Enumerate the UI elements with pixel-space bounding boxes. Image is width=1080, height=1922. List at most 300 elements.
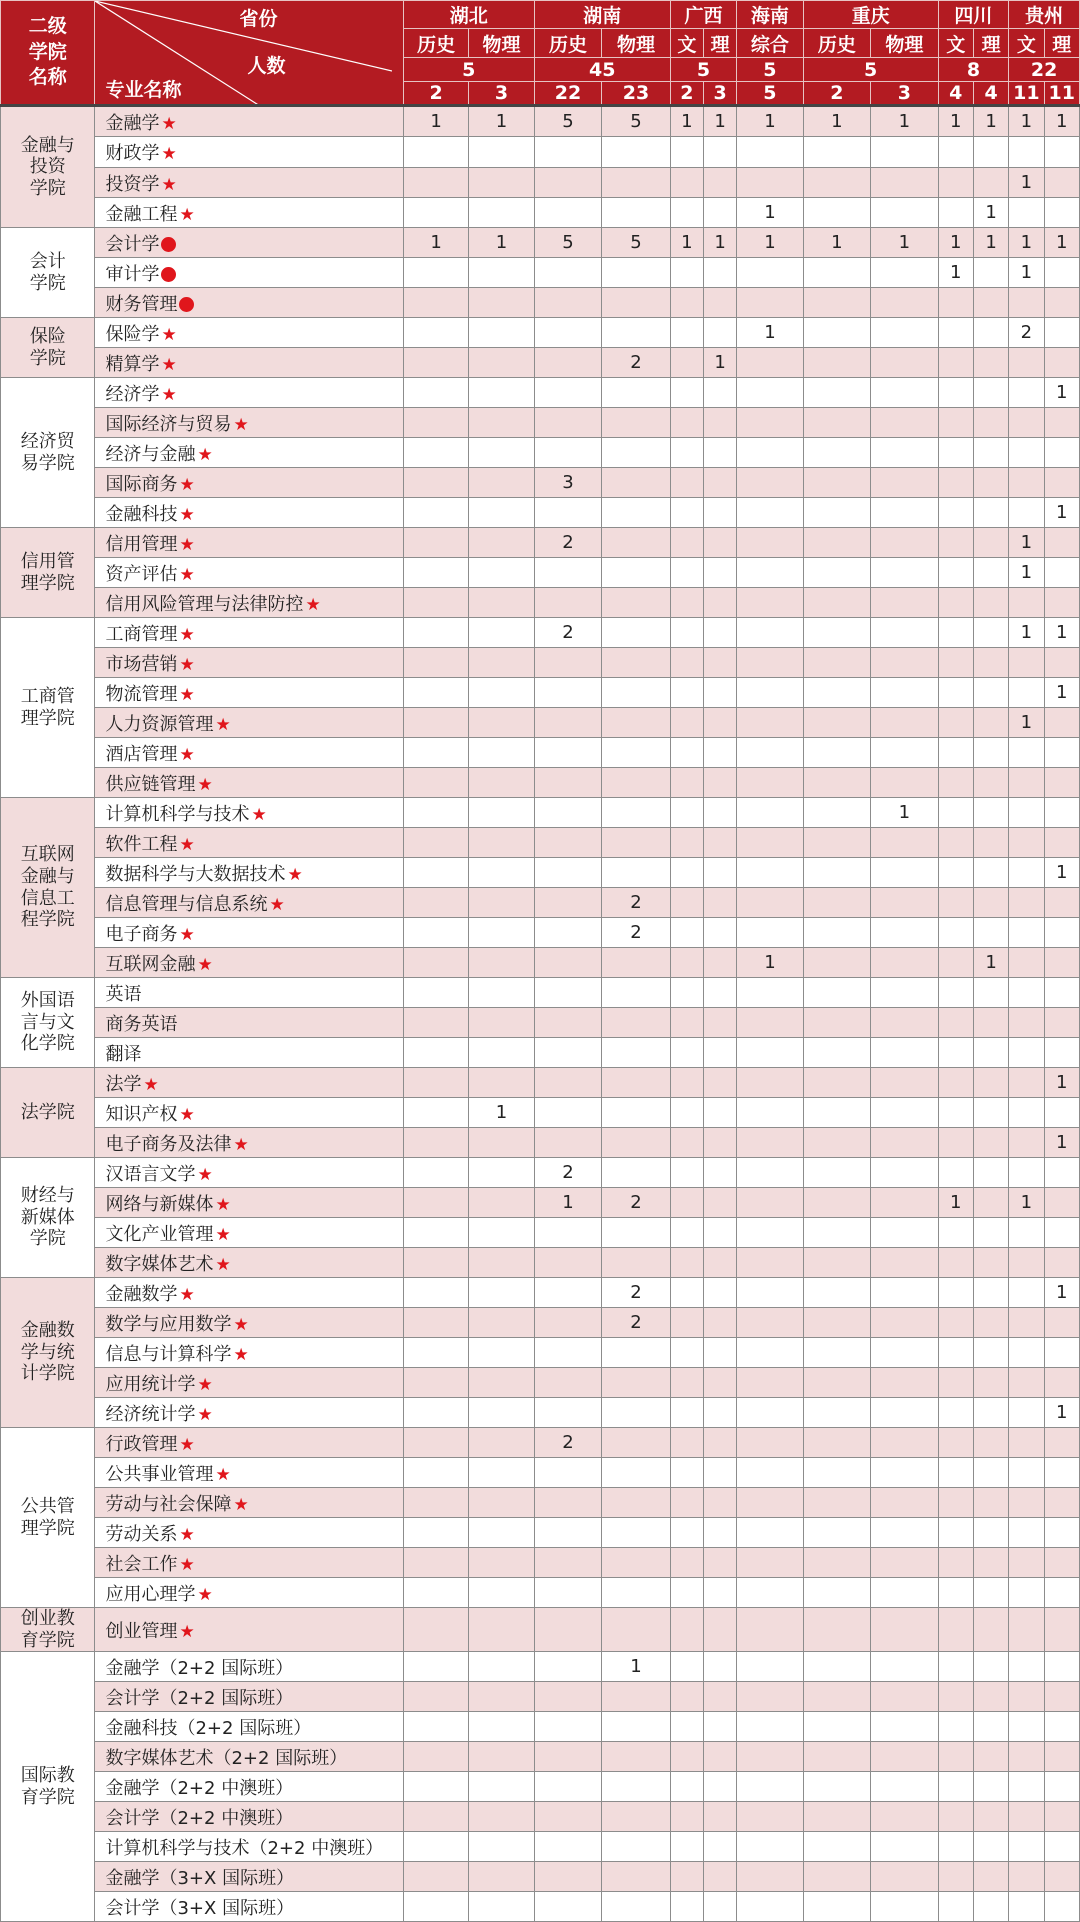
- major-name: 应用统计学: [105, 1373, 196, 1395]
- count-cell: [602, 438, 671, 468]
- count-cell: [703, 288, 736, 318]
- count-cell: [938, 618, 973, 648]
- count-cell: [803, 137, 870, 168]
- count-cell: [1044, 1608, 1079, 1652]
- count-cell: [1044, 318, 1079, 348]
- count-cell: [938, 1578, 973, 1608]
- count-cell: 2: [602, 918, 671, 948]
- count-cell: [737, 1578, 803, 1608]
- count-cell: [703, 1518, 736, 1548]
- count-cell: [1044, 1368, 1079, 1398]
- count-cell: [1044, 1862, 1079, 1892]
- count-cell: [871, 198, 939, 228]
- count-cell: [938, 858, 973, 888]
- count-cell: [403, 168, 468, 198]
- count-cell: [534, 137, 601, 168]
- major-name: 酒店管理: [105, 743, 178, 765]
- count-cell: [803, 1802, 870, 1832]
- count-cell: [403, 1158, 468, 1188]
- count-cell: [1044, 198, 1079, 228]
- count-cell: [1009, 948, 1044, 978]
- count-cell: [602, 1398, 671, 1428]
- count-cell: [803, 288, 870, 318]
- count-cell: [973, 1548, 1008, 1578]
- count-cell: [871, 528, 939, 558]
- count-cell: [469, 1518, 534, 1548]
- province-header: 湖北: [403, 1, 534, 29]
- province-header: 海南: [737, 1, 803, 29]
- major-name-cell: [95, 348, 403, 378]
- count-cell: [534, 1008, 601, 1038]
- star-icon: ★: [215, 1194, 231, 1215]
- count-cell: [602, 1608, 671, 1652]
- count-cell: [1009, 1772, 1044, 1802]
- major-name: 信息管理与信息系统: [105, 893, 268, 915]
- count-cell: [871, 348, 939, 378]
- count-cell: [803, 1338, 870, 1368]
- major-name-cell: [95, 1608, 403, 1652]
- count-cell: [703, 1278, 736, 1308]
- count-cell: [871, 1308, 939, 1338]
- count-cell: [469, 348, 534, 378]
- count-cell: [973, 768, 1008, 798]
- count-cell: [403, 378, 468, 408]
- track-header: 文: [1009, 29, 1044, 58]
- major-name-cell: [95, 648, 403, 678]
- count-cell: [403, 468, 468, 498]
- count-cell: [737, 798, 803, 828]
- count-cell: [737, 1098, 803, 1128]
- major-name: 数据科学与大数据技术: [105, 863, 286, 885]
- school-column-header-line: 学院: [28, 40, 67, 63]
- count-cell: [534, 1862, 601, 1892]
- major-name-cell: [95, 528, 403, 558]
- count-cell: [469, 798, 534, 828]
- count-cell: [871, 768, 939, 798]
- count-cell: [602, 1158, 671, 1188]
- count-cell: [534, 558, 601, 588]
- count-cell: [670, 1098, 703, 1128]
- count-cell: [534, 1682, 601, 1712]
- count-cell: [938, 1398, 973, 1428]
- count-cell: [973, 918, 1008, 948]
- count-cell: [737, 1158, 803, 1188]
- count-cell: [469, 588, 534, 618]
- major-name: 审计学: [105, 263, 160, 285]
- school-name-cell: [1, 978, 95, 1068]
- major-name: 经济学: [105, 383, 160, 405]
- count-cell: [602, 648, 671, 678]
- major-name-cell: [95, 1458, 403, 1488]
- star-icon: ★: [179, 1434, 195, 1455]
- count-cell: [737, 768, 803, 798]
- count-cell: [737, 1008, 803, 1038]
- count-cell: [703, 738, 736, 768]
- count-cell: [403, 1368, 468, 1398]
- count-cell: [534, 1548, 601, 1578]
- count-cell: [469, 198, 534, 228]
- count-cell: 1: [803, 106, 870, 137]
- major-name: 计算机科学与技术（2+2 中澳班）: [105, 1837, 384, 1859]
- count-cell: [534, 378, 601, 408]
- track-count: 3: [703, 82, 736, 106]
- count-cell: [871, 168, 939, 198]
- count-cell: [871, 1862, 939, 1892]
- table-row: [1, 1068, 1080, 1098]
- count-cell: [938, 1832, 973, 1862]
- count-cell: [1044, 1218, 1079, 1248]
- school-name-cell: [1, 618, 95, 798]
- count-cell: [803, 1188, 870, 1218]
- count-cell: [803, 1712, 870, 1742]
- count-cell: [1009, 468, 1044, 498]
- count-cell: [670, 1188, 703, 1218]
- count-cell: [1009, 648, 1044, 678]
- count-cell: [670, 498, 703, 528]
- count-cell: [703, 768, 736, 798]
- count-cell: [670, 468, 703, 498]
- school-name-cell: [1, 1278, 95, 1428]
- count-cell: [1009, 1428, 1044, 1458]
- count-cell: [602, 588, 671, 618]
- track-header: 物理: [871, 29, 939, 58]
- school-name-line: 学院: [29, 272, 66, 294]
- count-cell: [938, 1248, 973, 1278]
- count-cell: [1044, 648, 1079, 678]
- count-cell: [670, 1158, 703, 1188]
- major-name: 行政管理: [105, 1433, 178, 1455]
- count-cell: [871, 828, 939, 858]
- major-name-cell: [95, 1278, 403, 1308]
- count-cell: [1009, 408, 1044, 438]
- count-cell: [534, 438, 601, 468]
- table-row: [1, 1518, 1080, 1548]
- count-cell: [938, 888, 973, 918]
- school-name-line: 计学院: [20, 1363, 75, 1385]
- count-cell: 1: [469, 106, 534, 137]
- province-header: 贵州: [1009, 1, 1080, 29]
- count-cell: [803, 858, 870, 888]
- count-cell: [703, 678, 736, 708]
- count-cell: [703, 1862, 736, 1892]
- count-cell: [871, 1368, 939, 1398]
- count-cell: [403, 498, 468, 528]
- count-cell: [670, 1518, 703, 1548]
- count-cell: [1009, 1128, 1044, 1158]
- count-cell: 1: [1044, 1278, 1079, 1308]
- count-cell: [803, 678, 870, 708]
- count-cell: [938, 378, 973, 408]
- track-header: 物理: [469, 29, 534, 58]
- count-cell: [534, 408, 601, 438]
- count-cell: [469, 1578, 534, 1608]
- province-total: 5: [803, 58, 938, 82]
- major-name-cell: [95, 1008, 403, 1038]
- count-cell: [973, 888, 1008, 918]
- count-cell: [670, 258, 703, 288]
- count-cell: [670, 828, 703, 858]
- province-header: 湖南: [534, 1, 670, 29]
- star-icon: ★: [197, 954, 213, 975]
- count-cell: [469, 1652, 534, 1682]
- count-cell: [403, 618, 468, 648]
- count-cell: [670, 1038, 703, 1068]
- count-cell: [938, 198, 973, 228]
- major-name: 知识产权: [105, 1103, 178, 1125]
- count-cell: [602, 1832, 671, 1862]
- count-cell: [871, 1278, 939, 1308]
- count-cell: [737, 1652, 803, 1682]
- count-cell: [938, 528, 973, 558]
- count-cell: [871, 137, 939, 168]
- count-cell: [938, 348, 973, 378]
- count-cell: [1044, 348, 1079, 378]
- count-cell: [1044, 738, 1079, 768]
- major-name: 互联网金融: [105, 953, 196, 975]
- table-row: [1, 1772, 1080, 1802]
- count-cell: [469, 828, 534, 858]
- major-name: 计算机科学与技术: [105, 803, 250, 825]
- count-cell: [737, 1458, 803, 1488]
- count-cell: [469, 258, 534, 288]
- count-cell: [602, 1578, 671, 1608]
- count-cell: [938, 1308, 973, 1338]
- count-cell: [973, 1218, 1008, 1248]
- count-cell: [534, 1278, 601, 1308]
- count-cell: [938, 948, 973, 978]
- table-row: [1, 1832, 1080, 1862]
- count-cell: [973, 1578, 1008, 1608]
- count-cell: [469, 738, 534, 768]
- count-cell: [670, 678, 703, 708]
- count-cell: 1: [534, 1188, 601, 1218]
- school-name-line: 公共管: [20, 1495, 75, 1517]
- count-cell: 3: [534, 468, 601, 498]
- count-cell: [469, 1772, 534, 1802]
- count-cell: [1044, 588, 1079, 618]
- count-cell: [871, 1008, 939, 1038]
- count-cell: [602, 978, 671, 1008]
- count-cell: [403, 768, 468, 798]
- major-name: 市场营销: [105, 653, 178, 675]
- count-cell: [973, 1068, 1008, 1098]
- table-row: [1, 1548, 1080, 1578]
- count-cell: [938, 1652, 973, 1682]
- count-cell: [1044, 1098, 1079, 1128]
- major-name: 应用心理学: [105, 1583, 196, 1605]
- count-cell: [403, 558, 468, 588]
- count-cell: [534, 1338, 601, 1368]
- star-icon: ★: [179, 504, 195, 525]
- count-cell: 1: [1044, 1398, 1079, 1428]
- count-cell: [737, 1338, 803, 1368]
- count-cell: 1: [973, 948, 1008, 978]
- count-cell: [973, 1098, 1008, 1128]
- count-cell: [737, 888, 803, 918]
- school-name-line: 理学院: [20, 572, 75, 594]
- count-cell: [602, 678, 671, 708]
- count-cell: [703, 1742, 736, 1772]
- count-cell: [1044, 708, 1079, 738]
- count-cell: [703, 618, 736, 648]
- count-cell: [469, 1682, 534, 1712]
- count-cell: [737, 1308, 803, 1338]
- major-name: 电子商务: [105, 923, 178, 945]
- count-cell: [803, 1518, 870, 1548]
- table-row: [1, 948, 1080, 978]
- track-count: 3: [469, 82, 534, 106]
- count-cell: [534, 1488, 601, 1518]
- major-name-cell: [95, 1548, 403, 1578]
- count-cell: [403, 1248, 468, 1278]
- count-cell: [534, 678, 601, 708]
- school-name-cell: [1, 1158, 95, 1278]
- count-cell: [703, 1682, 736, 1712]
- count-cell: [737, 137, 803, 168]
- count-cell: [1044, 1248, 1079, 1278]
- count-cell: [703, 1158, 736, 1188]
- count-cell: [737, 708, 803, 738]
- school-name-line: 学与统: [20, 1341, 75, 1363]
- count-cell: [737, 1712, 803, 1742]
- corner-label-province: 省份: [239, 8, 278, 30]
- count-cell: [534, 1802, 601, 1832]
- count-cell: [602, 288, 671, 318]
- count-cell: [403, 648, 468, 678]
- count-cell: 1: [1044, 228, 1079, 258]
- count-cell: 2: [534, 528, 601, 558]
- count-cell: [803, 528, 870, 558]
- star-icon: ★: [197, 774, 213, 795]
- count-cell: [803, 1398, 870, 1428]
- count-cell: [469, 1038, 534, 1068]
- count-cell: [670, 1802, 703, 1832]
- star-icon: ★: [161, 113, 177, 134]
- count-cell: 2: [602, 348, 671, 378]
- count-cell: [737, 558, 803, 588]
- track-header: 综合: [737, 29, 803, 58]
- count-cell: [803, 1308, 870, 1338]
- count-cell: [602, 1772, 671, 1802]
- count-cell: [703, 558, 736, 588]
- track-header: 物理: [602, 29, 671, 58]
- count-cell: [803, 1608, 870, 1652]
- track-count: 4: [938, 82, 973, 106]
- count-cell: [703, 1188, 736, 1218]
- count-cell: [1044, 1832, 1079, 1862]
- count-cell: [1009, 378, 1044, 408]
- count-cell: [803, 1488, 870, 1518]
- count-cell: [938, 1742, 973, 1772]
- track-count: 23: [602, 82, 671, 106]
- star-icon: ★: [197, 1404, 213, 1425]
- count-cell: [534, 768, 601, 798]
- count-cell: [1009, 1278, 1044, 1308]
- count-cell: [803, 1008, 870, 1038]
- table-row: [1, 288, 1080, 318]
- major-name: 商务英语: [105, 1013, 178, 1035]
- major-name-cell: [95, 1308, 403, 1338]
- count-cell: [469, 1338, 534, 1368]
- count-cell: [469, 768, 534, 798]
- table-row: [1, 888, 1080, 918]
- count-cell: [670, 1278, 703, 1308]
- count-cell: [670, 1772, 703, 1802]
- count-cell: [938, 1488, 973, 1518]
- count-cell: 1: [737, 198, 803, 228]
- school-name-cell: [1, 798, 95, 978]
- major-name: 供应链管理: [105, 773, 196, 795]
- count-cell: [803, 1458, 870, 1488]
- count-cell: [1044, 1548, 1079, 1578]
- count-cell: [469, 978, 534, 1008]
- count-cell: [938, 408, 973, 438]
- count-cell: [602, 1368, 671, 1398]
- count-cell: [602, 558, 671, 588]
- count-cell: [602, 1248, 671, 1278]
- count-cell: [670, 738, 703, 768]
- province-header: 广西: [670, 1, 736, 29]
- count-cell: [938, 1008, 973, 1038]
- count-cell: [403, 1518, 468, 1548]
- count-cell: [703, 1652, 736, 1682]
- count-cell: 2: [534, 1158, 601, 1188]
- count-cell: [602, 198, 671, 228]
- count-cell: [803, 1098, 870, 1128]
- count-cell: [803, 768, 870, 798]
- count-cell: [670, 1428, 703, 1458]
- count-cell: [1009, 1068, 1044, 1098]
- count-cell: 1: [1009, 708, 1044, 738]
- count-cell: [602, 408, 671, 438]
- red-dot-icon: [161, 237, 176, 252]
- count-cell: [403, 348, 468, 378]
- major-name-cell: [95, 1518, 403, 1548]
- count-cell: [973, 1712, 1008, 1742]
- major-name: 保险学: [105, 323, 160, 345]
- count-cell: [871, 318, 939, 348]
- count-cell: [871, 1832, 939, 1862]
- count-cell: [703, 1308, 736, 1338]
- major-name-cell: [95, 1398, 403, 1428]
- count-cell: [737, 1188, 803, 1218]
- count-cell: [703, 137, 736, 168]
- major-name: 文化产业管理: [105, 1223, 214, 1245]
- count-cell: [703, 528, 736, 558]
- count-cell: [534, 1068, 601, 1098]
- star-icon: ★: [179, 1524, 195, 1545]
- major-name: 国际商务: [105, 473, 178, 495]
- school-name-cell: [1, 318, 95, 378]
- count-cell: 5: [534, 228, 601, 258]
- major-name-cell: [95, 738, 403, 768]
- count-cell: 1: [871, 106, 939, 137]
- count-cell: [602, 1008, 671, 1038]
- count-cell: [938, 1682, 973, 1712]
- count-cell: [871, 978, 939, 1008]
- count-cell: 1: [403, 106, 468, 137]
- major-name-cell: [95, 1338, 403, 1368]
- star-icon: ★: [161, 324, 177, 345]
- count-cell: [803, 1578, 870, 1608]
- count-cell: [1044, 168, 1079, 198]
- count-cell: 1: [871, 798, 939, 828]
- school-name-line: 易学院: [20, 452, 75, 474]
- count-cell: [803, 798, 870, 828]
- star-icon: ★: [233, 414, 249, 435]
- count-cell: [1044, 1682, 1079, 1712]
- school-name-line: 投资: [29, 156, 66, 178]
